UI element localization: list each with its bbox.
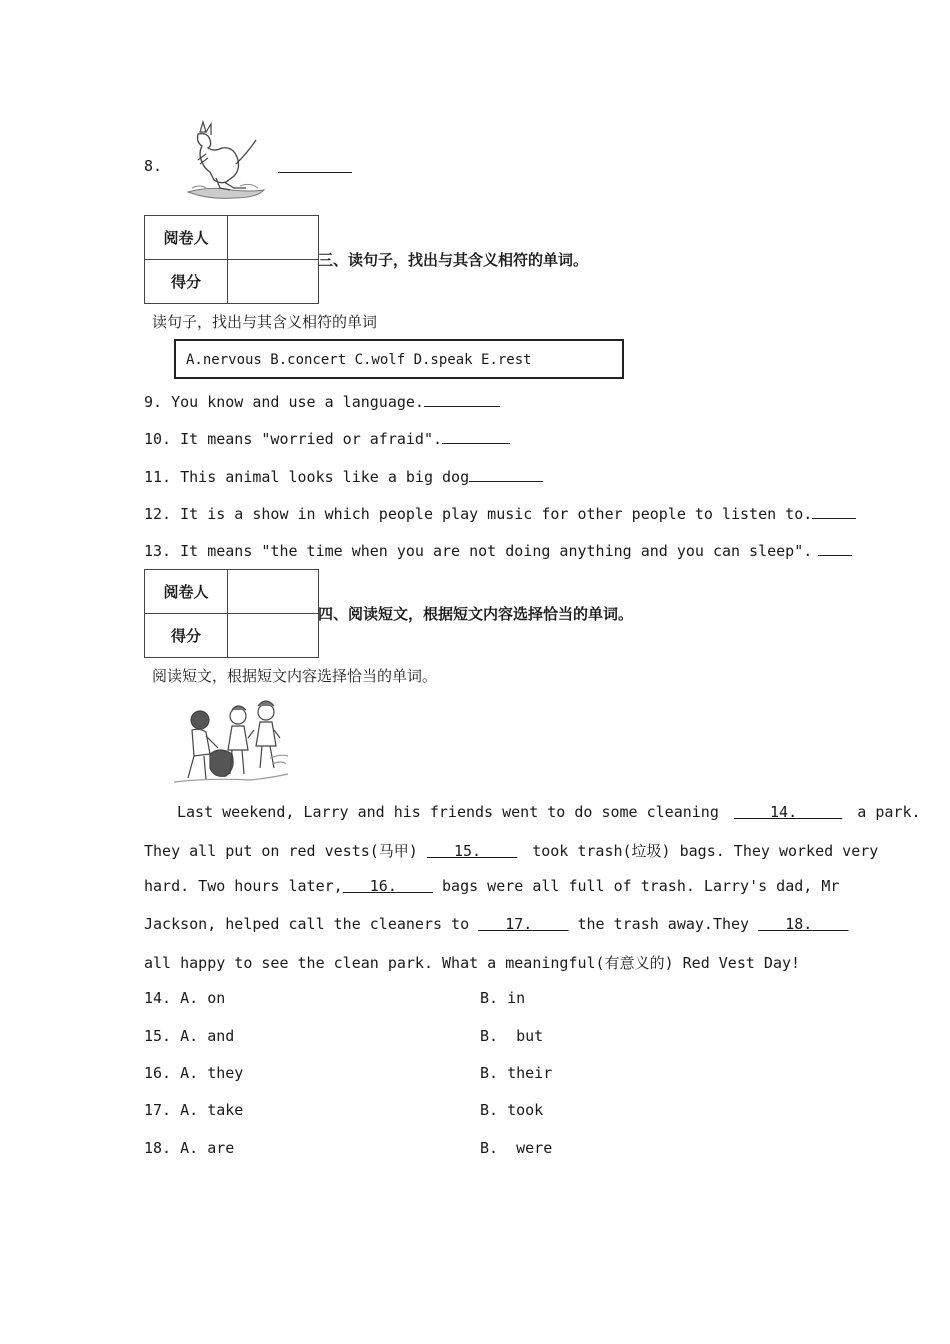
section3-score-table [144,215,319,304]
score-label: 得分 [145,260,228,304]
question-12-blank[interactable] [812,504,856,519]
children-cleaning-illustration [170,698,290,786]
passage-line-1 [177,803,921,821]
question-13-blank[interactable] [818,541,852,556]
choice-17-a[interactable]: 17. A. take [144,1101,244,1119]
score-label: 得分 [145,614,228,658]
choice-15-a[interactable]: 15. A. and [144,1027,235,1045]
question-11 [144,467,543,486]
passage-text: the trash away.They [577,915,750,933]
choice-16-b[interactable]: B. their [480,1064,553,1082]
section3-title: 三、读句子，找出与其含义相符的单词。 [318,251,589,269]
choice-14-a[interactable]: 14. A. on [144,989,226,1007]
blank-16-number: 16. [369,877,397,895]
question-9 [144,392,500,411]
question-10 [144,429,510,448]
question-12 [144,504,856,523]
grader-cell[interactable] [228,570,319,614]
blank-14[interactable] [734,803,842,821]
passage-text: They all put on red vests(马甲) [144,842,418,860]
blank-17-number: 17. [505,915,533,933]
question-13 [144,541,852,560]
passage-line-4 [144,915,848,933]
grader-label: 阅卷人 [145,216,228,260]
choice-18-b[interactable]: B. were [480,1139,553,1157]
question-11-blank[interactable] [469,467,543,482]
kangaroo-illustration [180,118,270,206]
blank-18-number: 18. [785,915,813,933]
passage-text: took trash(垃圾) bags. They worked very [532,842,879,860]
blank-17[interactable] [478,915,568,933]
score-cell[interactable] [228,260,319,304]
q8-answer-blank[interactable] [278,172,352,173]
grader-label: 阅卷人 [145,570,228,614]
choice-14-b[interactable]: B. in [480,989,526,1007]
blank-15-number: 15. [453,842,482,860]
q8-number: 8. [144,157,163,175]
blank-18[interactable] [758,915,848,933]
question-13-text: 13. It means "the time when you are not doing anything and you can sleep". [144,542,813,560]
section4-instruction: 阅读短文，根据短文内容选择恰当的单词。 [152,667,438,685]
choice-17-b[interactable]: B. took [480,1101,544,1119]
passage-text: a park. [857,803,921,821]
question-12-text: 12. It is a show in which people play music for other people to listen to. [144,505,813,523]
passage-text: Last weekend, Larry and his friends went to do some cleaning [177,803,719,821]
section4-score-table [144,569,319,658]
section3-instruction: 读句子，找出与其含义相符的单词 [152,313,378,331]
choice-18-a[interactable]: 18. A. are [144,1139,235,1157]
passage-text: hard. Two hours later, [144,877,343,895]
blank-15[interactable] [427,842,517,860]
question-9-text: 9. You know and use a language. [144,393,424,411]
grader-cell[interactable] [228,216,319,260]
section4-title: 四、阅读短文，根据短文内容选择恰当的单词。 [318,605,634,623]
blank-14-number: 14. [770,803,798,821]
question-10-blank[interactable] [442,429,510,444]
question-9-blank[interactable] [424,392,500,407]
q8-line [144,157,162,175]
question-11-text: 11. This animal looks like a big dog [144,468,470,486]
choice-16-a[interactable]: 16. A. they [144,1064,244,1082]
passage-text: bags were all full of trash. Larry's dad, Mr [442,877,840,895]
passage-line-3 [144,877,839,895]
blank-16[interactable] [343,877,433,895]
passage-line-5: all happy to see the clean park. What a meaningful(有意义的) Red Vest Day! [144,954,801,972]
score-cell[interactable] [228,614,319,658]
passage-text: Jackson, helped call the cleaners to [144,915,470,933]
question-10-text: 10. It means "worried or afraid". [144,430,443,448]
passage-line-2 [144,840,878,861]
choice-15-b[interactable]: B. but [480,1027,544,1045]
word-options-box: A.nervous B.concert C.wolf D.speak E.rest [174,339,624,379]
